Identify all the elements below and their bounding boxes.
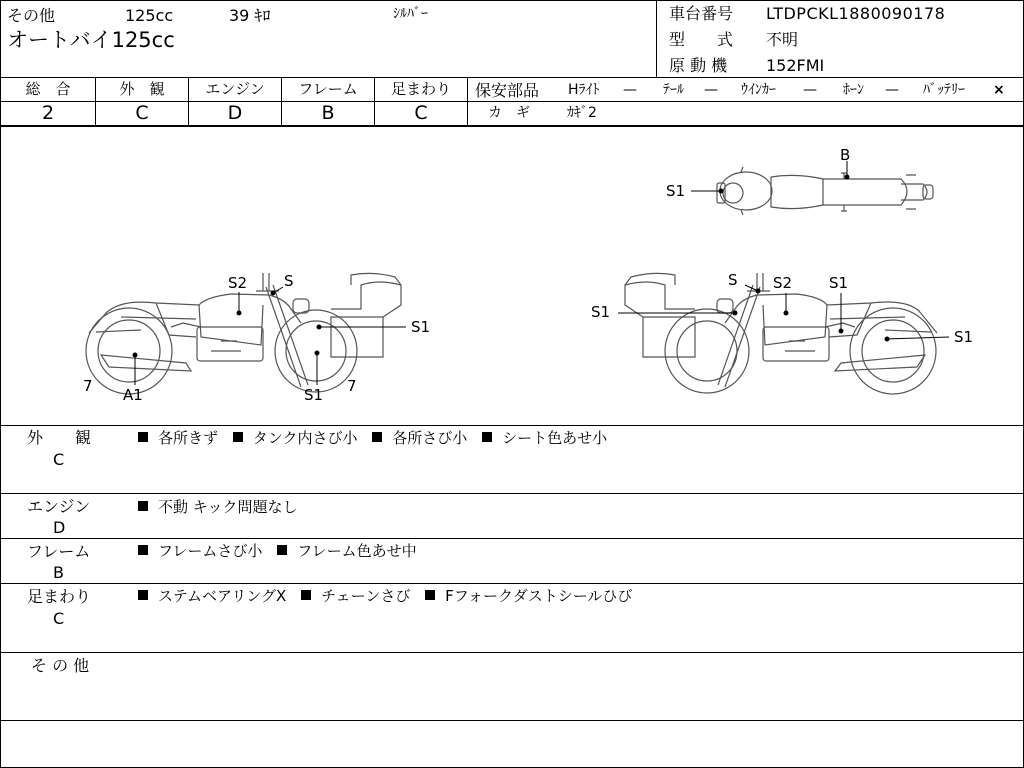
note-suspension-grade: C bbox=[53, 609, 65, 628]
bullet-icon bbox=[138, 501, 148, 511]
diagram-bottom-rule bbox=[1, 425, 1023, 426]
section-rule bbox=[1, 652, 1023, 653]
marker-right-s1a: S1 bbox=[591, 303, 611, 321]
marker-left-a1: A1 bbox=[123, 386, 143, 404]
key-label: カ ギ bbox=[488, 105, 530, 121]
marker-right-s: S bbox=[728, 271, 738, 289]
marker-right-s2: S2 bbox=[773, 274, 793, 292]
safety-item-headlight: Hﾗｲﾄ bbox=[568, 82, 600, 98]
section-rule bbox=[1, 583, 1023, 584]
section-rule bbox=[1, 720, 1023, 721]
marker-left-7b: 7 bbox=[347, 377, 357, 395]
key-value: ｶｷﾞ2 bbox=[567, 105, 597, 121]
category-text: その他 bbox=[7, 6, 56, 25]
bike-top-view bbox=[717, 167, 933, 215]
safety-status-horn: — bbox=[885, 82, 899, 98]
exterior-grade: C bbox=[135, 102, 149, 124]
marker-left-7a: 7 bbox=[83, 377, 93, 395]
note-engine-grade: D bbox=[53, 518, 66, 537]
bullet-icon bbox=[372, 432, 382, 442]
marker-right-s1c: S1 bbox=[954, 328, 974, 346]
note-item: シート色あせ小 bbox=[502, 429, 608, 447]
engine-type-value: 152FMI bbox=[766, 56, 825, 75]
overall-grade: 2 bbox=[41, 102, 55, 124]
bullet-icon bbox=[301, 590, 311, 600]
color-text: ｼﾙﾊﾞｰ bbox=[393, 6, 428, 22]
marker-top-b: B bbox=[840, 146, 851, 164]
marker-left-s2: S2 bbox=[228, 274, 248, 292]
note-item: フレームさび小 bbox=[158, 542, 263, 560]
suspension-label: 足まわり bbox=[390, 80, 451, 98]
marker-left-s: S bbox=[284, 272, 294, 290]
engine-type-label: 原 動 機 bbox=[669, 56, 728, 75]
safety-item-battery: ﾊﾞｯﾃﾘｰ bbox=[923, 82, 965, 98]
frame-no-label: 車台番号 bbox=[669, 4, 734, 23]
frame-grade: B bbox=[321, 102, 335, 124]
note-suspension-label: 足まわり bbox=[27, 587, 92, 606]
note-item: フレーム色あせ中 bbox=[297, 542, 417, 560]
engine-grade: D bbox=[227, 102, 243, 124]
mileage-text: 39 ｷﾛ bbox=[229, 6, 271, 25]
note-suspension-items bbox=[138, 589, 642, 604]
bullet-icon bbox=[482, 432, 492, 442]
overall-label: 総 合 bbox=[25, 80, 71, 98]
note-item: ステムベアリングX bbox=[158, 587, 287, 605]
note-item: 不動 キック問題なし bbox=[158, 498, 298, 516]
note-engine-items bbox=[138, 500, 307, 515]
note-frame-grade: B bbox=[53, 563, 64, 582]
model-type-value: 不明 bbox=[766, 30, 799, 49]
marker-top-s1: S1 bbox=[666, 182, 686, 200]
frame-no-value: LTDPCKL1880090178 bbox=[766, 4, 946, 23]
header-divider bbox=[656, 1, 657, 77]
marker-left-s1b: S1 bbox=[304, 386, 324, 404]
note-exterior-grade: C bbox=[53, 450, 65, 469]
safety-item-tail: ﾃｰﾙ bbox=[663, 82, 684, 98]
marker-left-s1: S1 bbox=[411, 318, 431, 336]
frame-label: フレーム bbox=[298, 80, 358, 98]
note-frame-label: フレーム bbox=[27, 542, 91, 561]
note-item: Fフォークダストシールひび bbox=[445, 587, 633, 605]
safety-status-winker: — bbox=[803, 82, 817, 98]
note-exterior-items bbox=[138, 431, 617, 446]
safety-item-winker: ｳｲﾝｶｰ bbox=[741, 82, 776, 98]
bullet-icon bbox=[425, 590, 435, 600]
note-item: チェーンさび bbox=[321, 587, 411, 605]
marker-right-s1b: S1 bbox=[829, 274, 849, 292]
bullet-icon bbox=[138, 590, 148, 600]
section-rule bbox=[1, 538, 1023, 539]
model-name: オートバイ125cc bbox=[7, 28, 175, 52]
note-other-label: そ の 他 bbox=[31, 656, 90, 675]
safety-item-horn: ﾎｰﾝ bbox=[843, 82, 864, 98]
grade-midline bbox=[1, 101, 1023, 102]
safety-status-headlight: — bbox=[623, 82, 637, 98]
note-exterior-label: 外 観 bbox=[27, 428, 92, 447]
note-engine-label: エンジン bbox=[27, 497, 91, 516]
suspension-grade: C bbox=[414, 102, 428, 124]
bullet-icon bbox=[277, 545, 287, 555]
bullet-icon bbox=[138, 432, 148, 442]
section-rule bbox=[1, 493, 1023, 494]
safety-label: 保安部品 bbox=[475, 81, 540, 100]
exterior-label: 外 観 bbox=[119, 80, 165, 98]
model-type-label: 型 式 bbox=[669, 30, 734, 49]
bullet-icon bbox=[233, 432, 243, 442]
safety-status-battery: × bbox=[993, 82, 1005, 98]
note-item: 各所さび小 bbox=[392, 429, 468, 447]
damage-diagram bbox=[1, 127, 1023, 425]
bullet-icon bbox=[138, 545, 148, 555]
note-item: タンク内さび小 bbox=[252, 429, 358, 447]
note-item: 各所きず bbox=[158, 429, 219, 447]
displacement-text: 125cc bbox=[125, 6, 174, 25]
note-frame-items bbox=[138, 544, 427, 559]
engine-label: エンジン bbox=[205, 80, 265, 98]
header-rule bbox=[1, 77, 1023, 78]
safety-status-tail: — bbox=[704, 82, 718, 98]
